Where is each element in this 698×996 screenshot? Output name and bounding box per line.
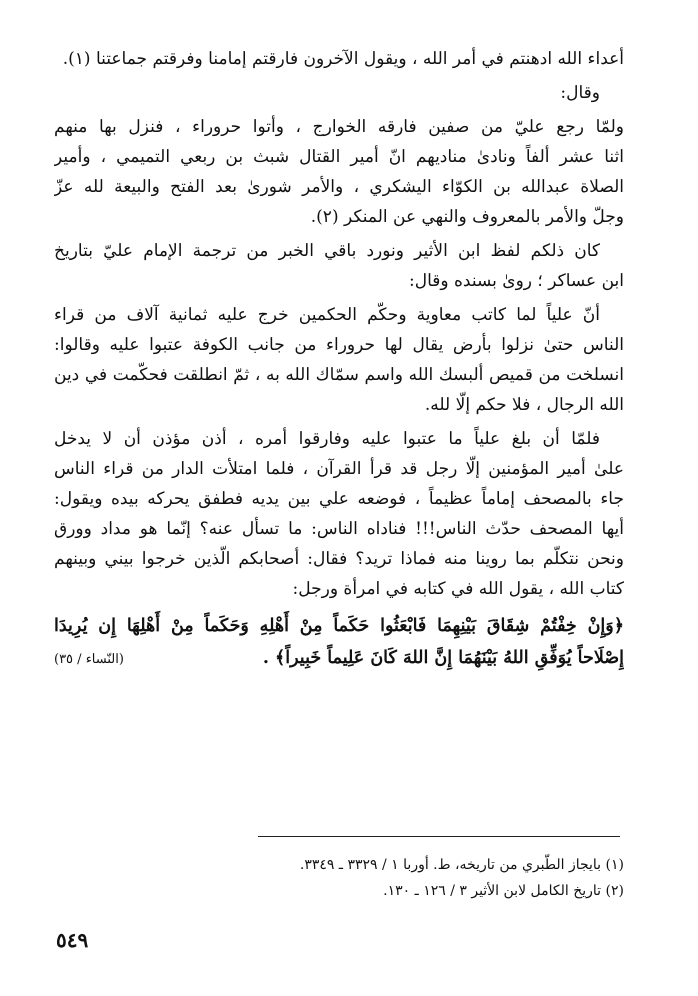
text-line: كتاب الله ، يقول الله في كتابه في امرأة ورجل: [292,579,624,599]
text-line: ولمّا رجع عليّ من صفين فارقه الخوارج ، وأتوا حروراء ، فنزل بها منهم [54,117,624,137]
text-line: أنّ علياً لما كاتب معاوية وحكّم الحكمين خرج عليه ثمانية آلاف من قراء [54,305,600,325]
text-line: أيها المصحف حدّث الناس!!! فناداه الناس: ما تسأل عنه؟ إنّما هو مداد وورق [54,519,624,539]
paragraph-3 [54,112,624,232]
text-line: الله الرجال ، فلا حكم إلّا لله. [424,395,624,415]
paragraph-5 [54,300,624,420]
text-line: أعداء الله ادهنتم في أمر الله ، ويقول الآخرون فارقتم إمامنا وفرقتم جماعتنا (١). [62,49,624,69]
text-line: ابن عساكر ؛ روىٰ بسنده وقال: [409,271,624,291]
text-line: فلمّا أن بلغ علياً ما عتبوا عليه وفارقوا أمره ، أذن مؤذن أن لا يدخل [54,429,600,449]
text-line: الصلاة عبدالله بن الكوّاء اليشكري ، والأمر شورىٰ بعد الفتح والبيعة لله عزّ [54,177,624,197]
text-line: جاء بالمصحف إماماً عظيماً ، فوضعه علي بين يديه فطفق يحركه بيده ويقول: [54,489,624,509]
text-line: الناس حتىٰ نزلوا بأرض يقال لها حروراء من جانب الكوفة عتبوا عليه وقالوا: [54,335,624,355]
text-line: وجلّ والأمر بالمعروف والنهي عن المنكر (٢). [310,207,624,227]
verse-line-1: ﴿وَإِنْ خِفْتُمْ شِقَاقَ بَيْنِهِمَا فَابْعَثُوا حَكَماً مِنْ أَهْلِهِ وَحَكَماً مِنْ أَهْلِهَا إِن يُرِيدَا [54,616,624,636]
footnotes [300,852,624,904]
paragraph-2 [54,78,624,108]
verse-line-2: إِصْلَاحاً يُوَفِّقِ اللهُ بَيْنَهُمَا إِنَّ اللهَ كَانَ عَلِيماً خَبِيراً﴾ . [262,648,624,668]
paragraph-4 [54,236,624,296]
text-line: اثنا عشر ألفاً ونادىٰ مناديهم انّ أمير القتال شبث بن ربعي التميمي ، وأمير [54,147,624,167]
text-line: علىٰ أمير المؤمنين إلّا رجل قد قرأ القرآن ، فلما امتلأت الدار من قراء الناس [54,459,624,479]
footnote-2: (٢) تاريخ الكامل لابن الأثير ٣ / ١٢٦ ـ ١٣٠. [383,883,624,899]
footnote-1: (١) بايجاز الطّبري من تاريخه، ط. أوربا ١ / ٣٣٢٩ ـ ٣٣٤٩. [299,857,624,873]
paragraph-6 [54,424,624,604]
verse-reference: (النّساء / ٣٥) [54,652,124,667]
quran-verse [54,610,624,674]
paragraph-1 [54,44,624,74]
text-line: كان ذلكم لفظ ابن الأثير ونورد باقي الخبر من ترجمة الإمام عليّ بتاريخ [54,241,600,261]
text-line: وقال: [560,83,600,103]
page-number: ٥٤٩ [56,928,89,952]
page-body [54,44,624,674]
text-line: ونحن نتكلّم بما روينا منه فماذا تريد؟ فقال: أصحابكم الّذين خرجوا بيني وبينهم [54,549,624,569]
text-line: انسلخت من قميص ألبسك الله واسم سمّاك الله به ، ثمّ انطلقت فحكّمت في دين [54,365,624,385]
verse-line-2-row [54,642,624,674]
footnote-divider [258,836,620,837]
